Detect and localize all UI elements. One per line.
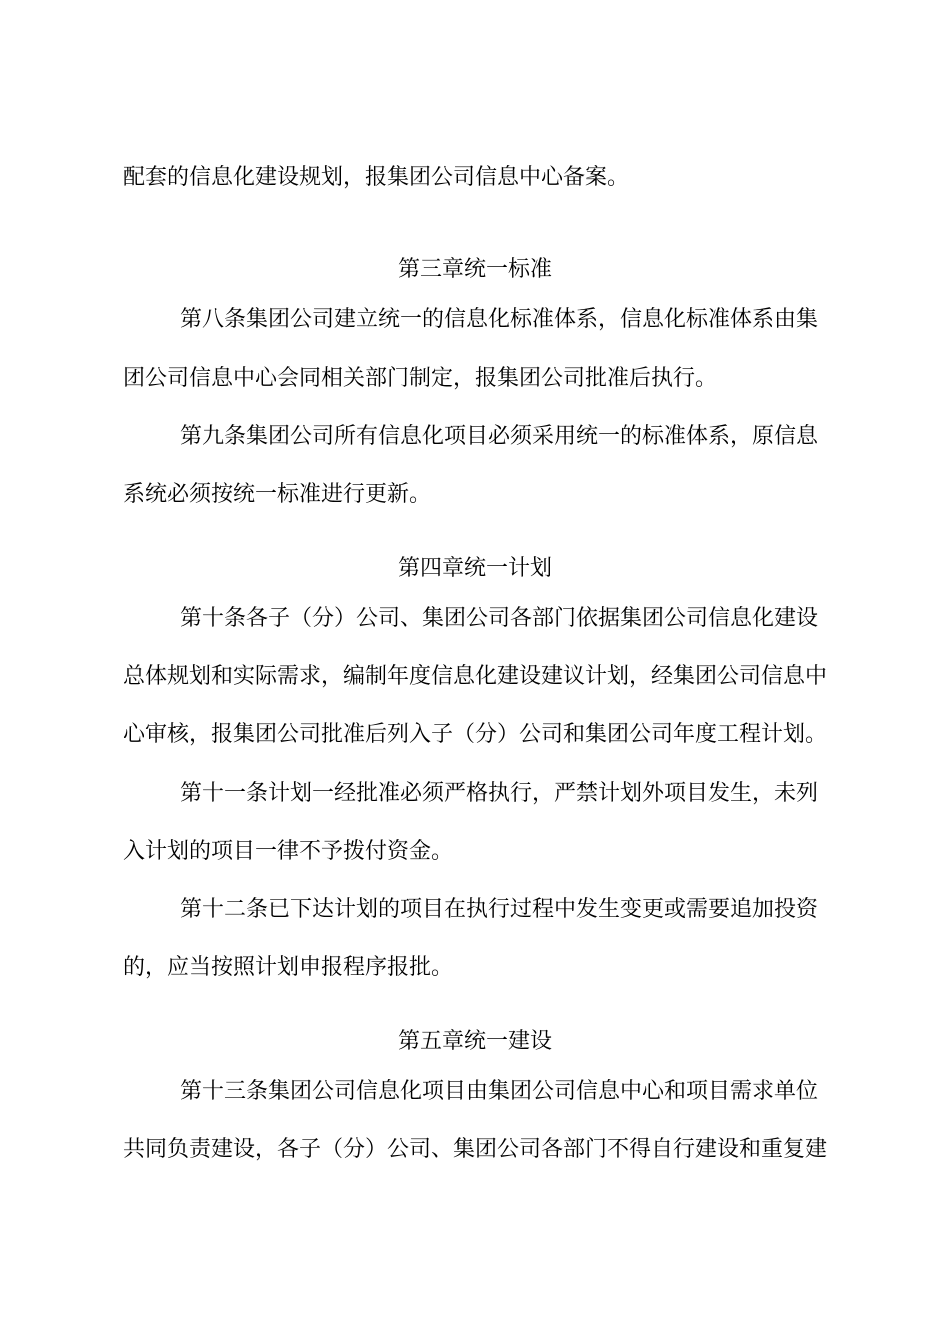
paragraph-line: 共同负责建设，各子（分）公司、集团公司各部门不得自行建设和重复建: [123, 1137, 828, 1162]
paragraph-line: 入计划的项目一律不予拨付资金。: [123, 839, 454, 864]
chapter-heading-5: 第五章统一建设: [397, 1029, 552, 1054]
paragraph-line: 第十二条已下达计划的项目在执行过程中发生变更或需要追加投资: [180, 897, 819, 922]
paragraph-line: 团公司信息中心会同相关部门制定，报集团公司批准后执行。: [123, 366, 718, 391]
paragraph-line: 总体规划和实际需求，编制年度信息化建设建议计划，经集团公司信息中: [123, 664, 828, 689]
paragraph-line: 心审核，报集团公司批准后列入子（分）公司和集团公司年度工程计划。: [123, 722, 828, 747]
paragraph-line: 配套的信息化建设规划，报集团公司信息中心备案。: [123, 165, 630, 190]
chapter-heading-3: 第三章统一标准: [397, 257, 552, 282]
paragraph-line: 第八条集团公司建立统一的信息化标准体系，信息化标准体系由集: [180, 307, 819, 332]
paragraph-line: 第十一条计划一经批准必须严格执行，严禁计划外项目发生，未列: [180, 781, 819, 806]
paragraph-line: 系统必须按统一标准进行更新。: [123, 482, 432, 507]
paragraph-line: 第十条各子（分）公司、集团公司各部门依据集团公司信息化建设: [180, 606, 819, 631]
paragraph-line: 第九条集团公司所有信息化项目必须采用统一的标准体系，原信息: [180, 424, 819, 449]
paragraph-line: 第十三条集团公司信息化项目由集团公司信息中心和项目需求单位: [180, 1079, 819, 1104]
paragraph-line: 的，应当按照计划申报程序报批。: [123, 955, 454, 980]
chapter-heading-4: 第四章统一计划: [397, 556, 552, 581]
